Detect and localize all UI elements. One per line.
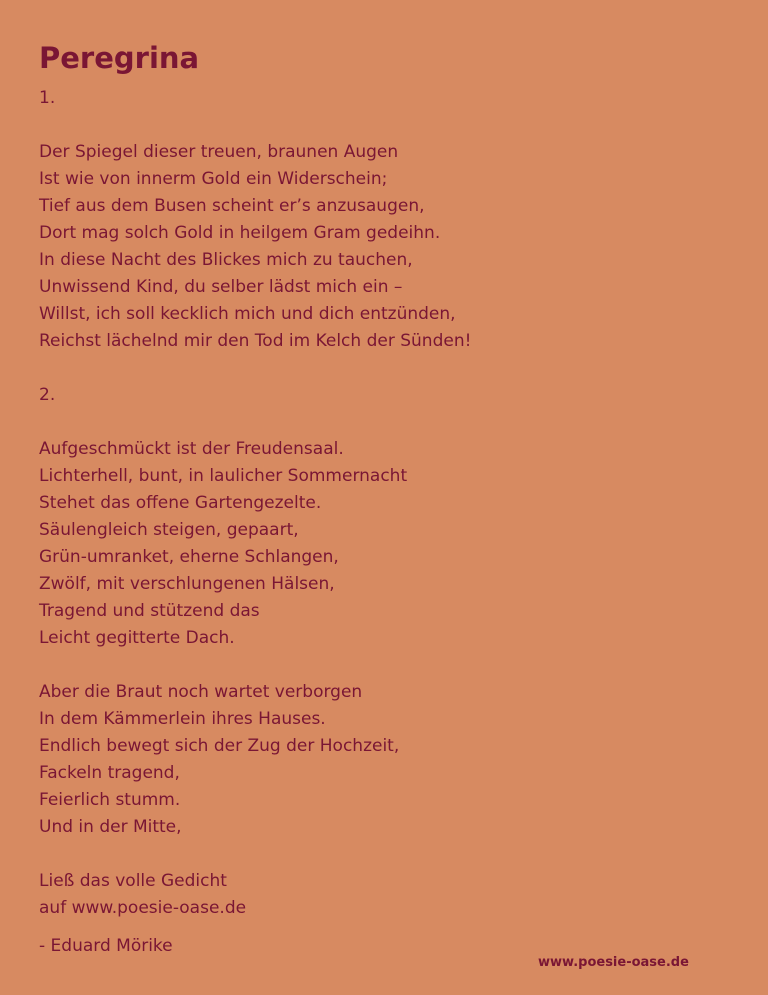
poem-line: Fackeln tragend, — [39, 763, 180, 783]
stanza-gap — [39, 355, 471, 382]
poem-line: Stehet das offene Gartengezelte. — [39, 493, 322, 513]
poem-line: Grün-umranket, eherne Schlangen, — [39, 547, 339, 567]
poem-line: Und in der Mitte, — [39, 817, 182, 837]
poem-line: Reichst lächelnd mir den Tod im Kelch der Sünden! — [39, 331, 472, 351]
poem-line: Feierlich stumm. — [39, 790, 181, 810]
poem-line: Tragend und stützend das — [39, 601, 260, 621]
poem-line: Aufgeschmückt ist der Freudensaal. — [39, 439, 344, 459]
poem-line: Ist wie von innerm Gold ein Widerschein; — [39, 169, 388, 189]
poem-line: Säulengleich steigen, gepaart, — [39, 520, 299, 540]
poem-line: Aber die Braut noch wartet verborgen — [39, 682, 363, 702]
poem-line: Endlich bewegt sich der Zug der Hochzeit, — [39, 736, 400, 756]
poem-author: - Eduard Mörike — [39, 936, 173, 956]
poem-line: Willst, ich soll kecklich mich und dich entzünden, — [39, 304, 456, 324]
stanza-gap — [39, 652, 471, 679]
stanza-gap — [39, 112, 471, 139]
poem-line: Leicht gegitterte Dach. — [39, 628, 235, 648]
stanza-gap — [39, 409, 471, 436]
read-more-line: auf www.poesie-oase.de — [39, 898, 247, 918]
poem-line: Zwölf, mit verschlungenen Hälsen, — [39, 574, 335, 594]
poem-line: In diese Nacht des Blickes mich zu tauchen, — [39, 250, 413, 270]
poem-title: Peregrina — [39, 41, 200, 75]
poem-line: Dort mag solch Gold in heilgem Gram gedeihn. — [39, 223, 441, 243]
poem-line: Lichterhell, bunt, in laulicher Sommernacht — [39, 466, 408, 486]
poem-line: Der Spiegel dieser treuen, braunen Augen — [39, 142, 399, 162]
poem-line: Tief aus dem Busen scheint er’s anzusaugen, — [39, 196, 425, 216]
poem-line: Unwissend Kind, du selber lädst mich ein – — [39, 277, 403, 297]
stanza-gap — [39, 841, 471, 868]
read-more-line: Ließ das volle Gedicht — [39, 871, 227, 891]
poem-body — [39, 85, 471, 922]
section-number: 2. — [39, 385, 56, 405]
section-number: 1. — [39, 88, 56, 108]
site-watermark: www.poesie-oase.de — [538, 955, 689, 970]
poem-line: In dem Kämmerlein ihres Hauses. — [39, 709, 326, 729]
